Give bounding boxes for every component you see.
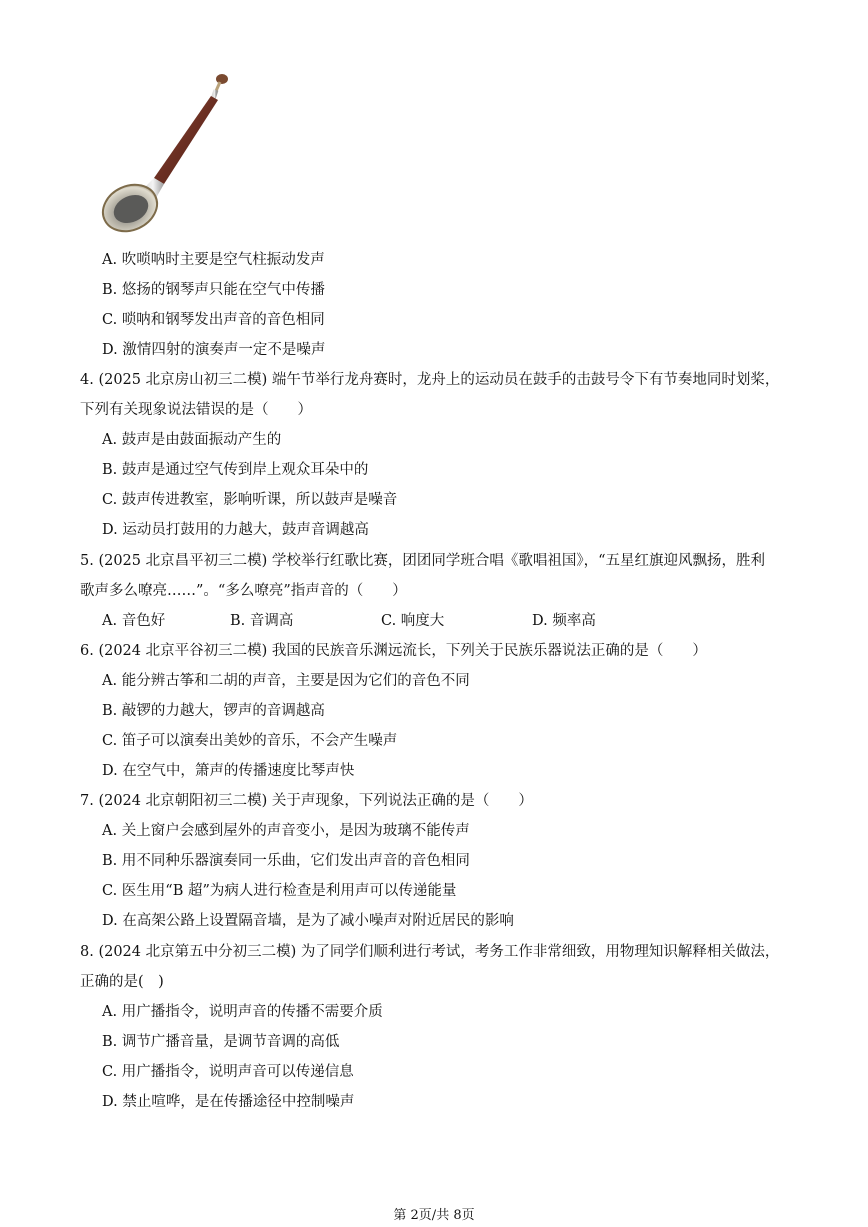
q5-stem-line1: 5. (2025 北京昌平初三二模) 学校举行红歌比赛，团团同学班合唱《歌唱祖国》，“五星红旗迎风飘扬，胜利 [80,553,766,569]
q3-option-b: B. 悠扬的钢琴声只能在空气中传播 [102,282,325,298]
q8-option-d: D. 禁止喧哗，是在传播途径中控制噪声 [102,1094,355,1110]
q3-option-a: A. 吹唢呐时主要是空气柱振动发声 [102,252,325,268]
q4-option-b: B. 鼓声是通过空气传到岸上观众耳朵中的 [102,462,369,478]
q8-option-c: C. 用广播指令，说明声音可以传递信息 [102,1064,354,1080]
q6-option-d: D. 在空气中，箫声的传播速度比琴声快 [102,763,355,779]
page-number: 第 2页/共 8页 [393,1208,475,1223]
q8-stem-line1: 8. (2024 北京第五中分初三二模) 为了同学们顺利进行考试，考务工作非常细致，用物理知识解释相关做法， [80,944,780,960]
q7-option-d: D. 在高架公路上设置隔音墙，是为了减小噪声对附近居民的影响 [102,913,514,929]
q5-option-c: C. 响度大 [381,613,445,629]
q6-stem-line1: 6. (2024 北京平谷初三二模) 我国的民族音乐渊远流长，下列关于民族乐器说法正确的是（ ） [80,643,707,659]
q6-option-b: B. 敲锣的力越大，锣声的音调越高 [102,703,325,719]
q6-option-a: A. 能分辨古筝和二胡的声音，主要是因为它们的音色不同 [102,673,470,689]
q5-option-a: A. 音色好 [102,613,166,629]
q8-option-b: B. 调节广播音量，是调节音调的高低 [102,1034,340,1050]
q7-option-a: A. 关上窗户会感到屋外的声音变小，是因为玻璃不能传声 [102,823,470,839]
q5-option-b: B. 音调高 [230,613,294,629]
q6-option-c: C. 笛子可以演奏出美妙的音乐，不会产生噪声 [102,733,398,749]
q5-options-row [102,611,662,631]
q4-stem-line1: 4. (2025 北京房山初三二模) 端午节举行龙舟赛时，龙舟上的运动员在鼓手的击鼓号令下有节奏地同时划桨， [80,372,780,388]
q4-option-c: C. 鼓声传进教室，影响听课，所以鼓声是噪音 [102,492,398,508]
q4-option-a: A. 鼓声是由鼓面振动产生的 [102,432,282,448]
q3-option-c: C. 唢呐和钢琴发出声音的音色相同 [102,312,325,328]
q5-option-d: D. 频率高 [532,613,596,629]
q7-option-c: C. 医生用“B 超”为病人进行检查是利用声可以传递能量 [102,883,457,899]
q4-option-d: D. 运动员打鼓用的力越大，鼓声音调越高 [102,522,369,538]
suona-icon [98,66,248,236]
q5-stem-line2: 歌声多么嘹亮……”。“多么嘹亮”指声音的（ ） [80,583,407,599]
q8-option-a: A. 用广播指令，说明声音的传播不需要介质 [102,1004,383,1020]
q7-option-b: B. 用不同种乐器演奏同一乐曲，它们发出声音的音色相同 [102,853,470,869]
q4-stem-line2: 下列有关现象说法错误的是（ ） [80,402,312,418]
q3-option-d: D. 激情四射的演奏声一定不是噪声 [102,342,326,358]
q8-stem-line2: 正确的是( ) [80,974,164,990]
q7-stem-line1: 7. (2024 北京朝阳初三二模) 关于声现象，下列说法正确的是（ ） [80,793,533,809]
